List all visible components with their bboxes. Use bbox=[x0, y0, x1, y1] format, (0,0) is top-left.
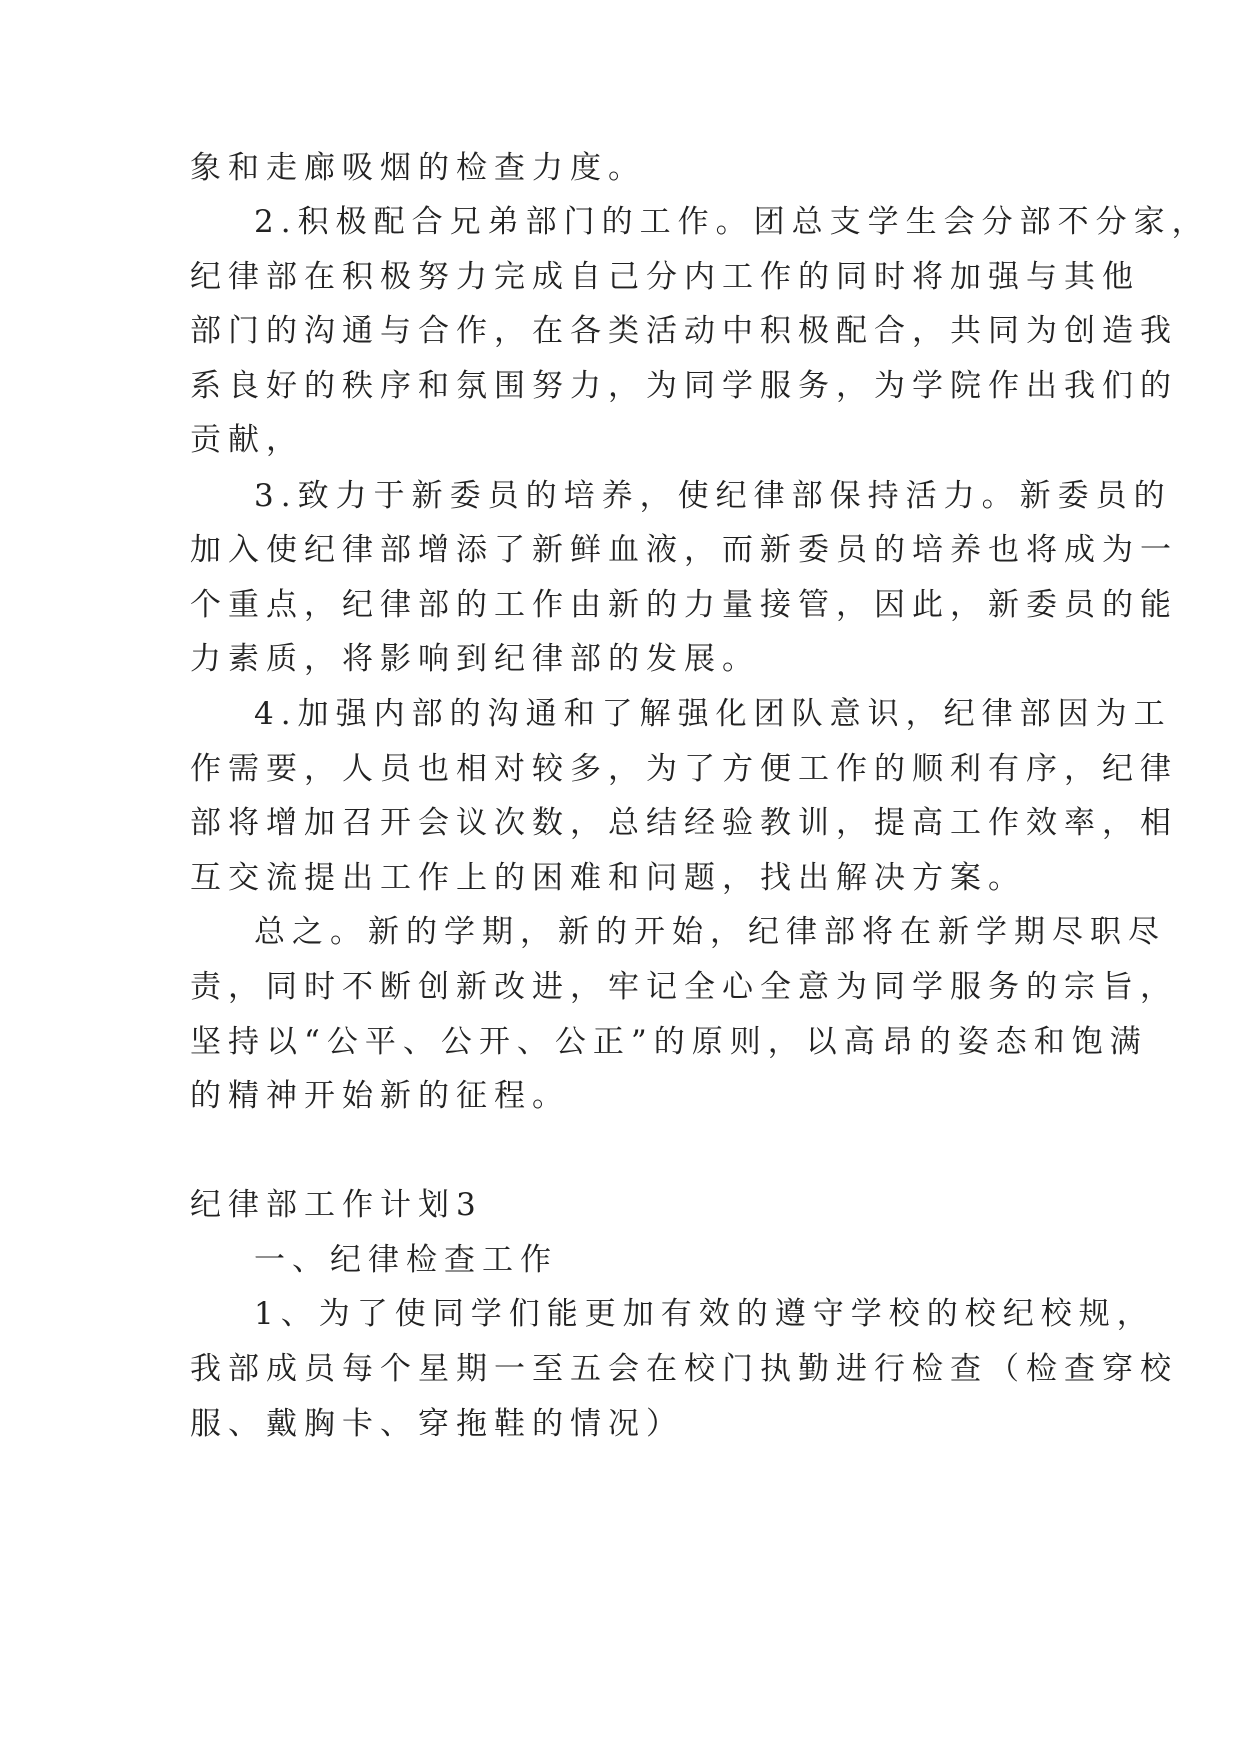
text-line: 互交流提出工作上的困难和问题，找出解决方案。 bbox=[190, 860, 1026, 896]
text-line: 贡献， bbox=[190, 422, 304, 458]
text-line: 坚持以“公平、公开、公正”的原则，以高昂的姿态和饱满 bbox=[190, 1024, 1148, 1060]
text-line: 加入使纪律部增添了新鲜血液，而新委员的培养也将成为一 bbox=[190, 532, 1178, 568]
text-line: 的精神开始新的征程。 bbox=[190, 1078, 570, 1114]
text-line: 我部成员每个星期一至五会在校门执勤进行检查（检查穿校 bbox=[190, 1351, 1178, 1387]
text-line: 总之。新的学期，新的开始，纪律部将在新学期尽职尽 bbox=[254, 914, 1166, 950]
text-line: 作需要，人员也相对较多，为了方便工作的顺利有序，纪律 bbox=[190, 751, 1178, 787]
text-line: 3.致力于新委员的培养，使纪律部保持活力。新委员的 bbox=[254, 478, 1172, 514]
text-line: 2.积极配合兄弟部门的工作。团总支学生会分部不分家， bbox=[254, 204, 1210, 240]
text-line: 纪律部在积极努力完成自己分内工作的同时将加强与其他 bbox=[190, 259, 1140, 295]
text-line: 部将增加召开会议次数，总结经验教训，提高工作效率，相 bbox=[190, 805, 1178, 841]
text-line: 责，同时不断创新改进，牢记全心全意为同学服务的宗旨， bbox=[190, 969, 1178, 1005]
text-line: 4.加强内部的沟通和了解强化团队意识，纪律部因为工 bbox=[254, 696, 1172, 732]
text-line: 系良好的秩序和氛围努力，为同学服务，为学院作出我们的 bbox=[190, 368, 1178, 404]
subsection-heading: 一、纪律检查工作 bbox=[254, 1242, 558, 1278]
text-line: 力素质，将影响到纪律部的发展。 bbox=[190, 641, 760, 677]
text-line: 个重点，纪律部的工作由新的力量接管，因此，新委员的能 bbox=[190, 587, 1178, 623]
text-line: 服、戴胸卡、穿拖鞋的情况） bbox=[190, 1406, 684, 1442]
text-line: 1、为了使同学们能更加有效的遵守学校的校纪校规， bbox=[254, 1296, 1155, 1332]
text-line: 部门的沟通与合作，在各类活动中积极配合，共同为创造我 bbox=[190, 313, 1178, 349]
text-line: 象和走廊吸烟的检查力度。 bbox=[190, 150, 646, 186]
section-heading: 纪律部工作计划3 bbox=[190, 1187, 483, 1223]
